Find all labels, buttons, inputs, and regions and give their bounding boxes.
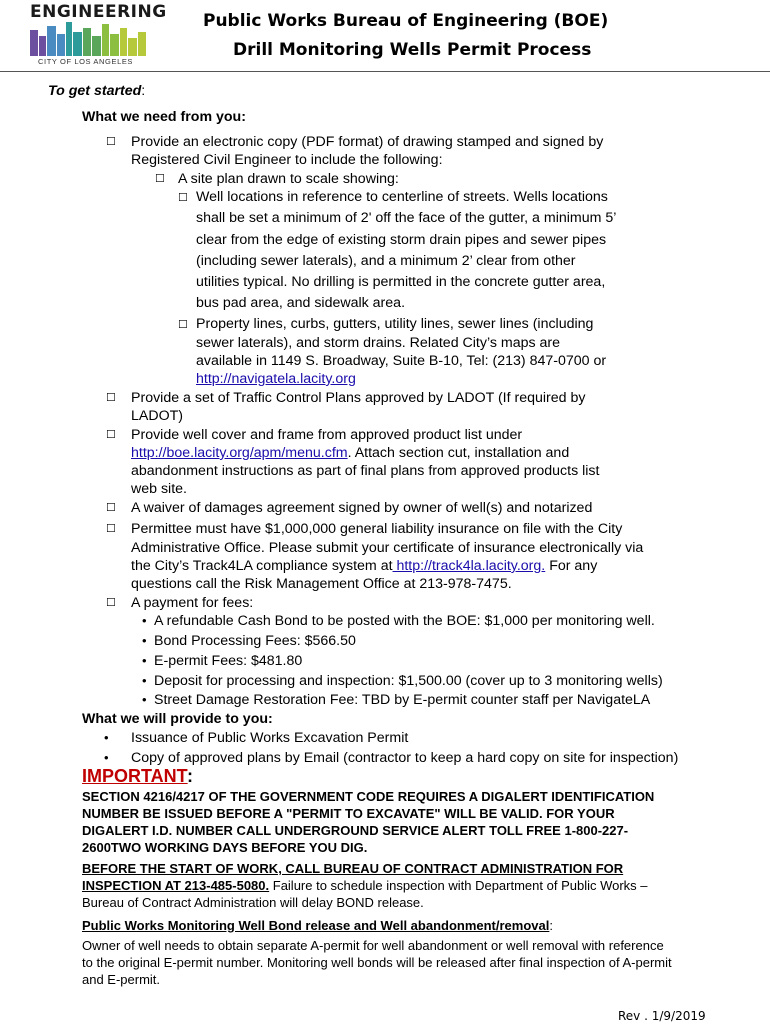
bullet-icon: • [142,653,147,668]
government-code-line: DIGALERT I.D. NUMBER CALL UNDERGROUND SERVICE ALERT TOLL FREE 1-800-227- [82,823,629,838]
bond-text-line: to the original E-permit number. Monitoring well bonds will be released after final inspection of A-permit [82,955,672,970]
contract-admin-line3: Bureau of Contract Administration will delay BOND release. [82,895,424,910]
track4la-link[interactable]: http://track4la.lacity.org. [392,558,546,574]
to-get-started: To get started: [48,83,146,99]
wells-text-line: shall be set a minimum of 2' off the face of the gutter, a minimum 5’ [196,210,617,226]
what-we-provide-heading: What we will provide to you: [82,711,273,727]
bullet-icon: • [142,673,147,688]
checkbox-icon: ☐ [106,523,116,535]
checkbox-icon: ☐ [178,319,188,331]
navigatela-link[interactable]: http://navigatela.lacity.org [196,371,356,387]
important-colon: : [187,766,193,786]
bond-text-line: Owner of well needs to obtain separate A-permit for well abandonment or well removal with reference [82,938,664,953]
page-title: Public Works Bureau of Engineering (BOE) [203,11,609,31]
checkbox-icon: ☐ [106,392,116,404]
wells-text-line: clear from the edge of existing storm drain pipes and sewer pipes [196,232,607,248]
checkbox-icon: ☐ [106,429,116,441]
wells-text-line: utilities typical. No drilling is permitted in the concrete gutter area, [196,274,606,290]
item-wellcover-line1: Provide well cover and frame from approved product list under [131,427,523,443]
checkbox-icon: ☐ [155,173,165,185]
what-we-need-heading: What we need from you: [82,109,246,125]
checkbox-icon: ☐ [106,597,116,609]
item-wellcover-line3: abandonment instructions as part of final plans from approved products list [131,463,600,479]
government-code-line: 2600TWO WORKING DAYS BEFORE YOU DIG. [82,840,368,855]
item-fees-heading: A payment for fees: [131,595,254,611]
checkbox-icon: ☐ [106,136,116,148]
wells-text-line: Well locations in reference to centerline of streets. Wells locations [196,189,608,205]
bond-release-heading: Public Works Monitoring Well Bond release and Well abandonment/removal: [82,918,553,933]
provide-item: Copy of approved plans by Email (contractor to keep a hard copy on site for inspection) [131,750,679,766]
item-insurance-line2: Administrative Office. Please submit your certificate of insurance electronically via [131,540,644,556]
fee-item: A refundable Cash Bond to be posted with the BOE: $1,000 per monitoring well. [154,613,655,629]
wells-text-line: (including sewer laterals), and a minimum 2’ clear from other [196,253,576,269]
revision-date: Rev . 1/9/2019 [618,1009,706,1023]
item-pdf-line2: Registered Civil Engineer to include the following: [131,152,443,168]
logo-city-text: CITY OF LOS ANGELES [38,57,134,66]
logo-wordmark: ENGINEERING [30,2,167,22]
important-label: IMPORTANT [82,766,188,786]
apm-menu-link[interactable]: http://boe.lacity.org/apm/menu.cfm [131,445,348,461]
fee-item: Street Damage Restoration Fee: TBD by E-permit counter staff per NavigateLA [154,692,651,708]
government-code-line: NUMBER BE ISSUED BEFORE A "PERMIT TO EXCAVATE" WILL BE VALID. FOR YOUR [82,806,615,821]
fee-item: E-permit Fees: $481.80 [154,653,303,669]
bullet-icon: • [142,633,147,648]
item-insurance-line1: Permittee must have $1,000,000 general liability insurance on file with the City [131,521,623,537]
item-traffic-line2: LADOT) [131,408,184,424]
property-text-line: sewer laterals), and storm drains. Related City’s maps are [196,335,561,351]
bond-text-line: and E-permit. [82,972,161,987]
item-wellcover-line4: web site. [131,481,187,497]
item-pdf-line1: Provide an electronic copy (PDF format) of drawing stamped and signed by [131,134,604,150]
provide-item: Issuance of Public Works Excavation Permit [131,730,409,746]
government-code-line: SECTION 4216/4217 OF THE GOVERNMENT CODE REQUIRES A DIGALERT IDENTIFICATION [82,789,655,804]
bullet-icon: • [104,730,109,745]
checkbox-icon: ☐ [106,502,116,514]
bullet-icon: • [104,750,109,765]
item-insurance-line3: the City’s Track4LA compliance system at http://track4la.lacity.org. For any [131,558,598,574]
item-traffic-line1: Provide a set of Traffic Control Plans approved by LADOT (If required by [131,390,586,406]
contract-admin-line1: BEFORE THE START OF WORK, CALL BUREAU OF CONTRACT ADMINISTRATION FOR [82,861,624,876]
item-waiver: A waiver of damages agreement signed by owner of well(s) and notarized [131,500,593,516]
page-subtitle: Drill Monitoring Wells Permit Process [233,40,592,60]
fee-item: Bond Processing Fees: $566.50 [154,633,356,649]
contract-admin-line2: INSPECTION AT 213-485-5080. Failure to schedule inspection with Department of Public Works – [82,878,648,893]
checkbox-icon: ☐ [178,192,188,204]
header-divider [0,71,770,72]
item-insurance-line4: questions call the Risk Management Office at 213-978-7475. [131,576,512,592]
property-text-line: Property lines, curbs, gutters, utility lines, sewer lines (including [196,316,594,332]
bullet-icon: • [142,613,147,628]
fee-item: Deposit for processing and inspection: $1,500.00 (cover up to 3 monitoring wells) [154,673,663,689]
bullet-icon: • [142,692,147,707]
property-text-line: available in 1149 S. Broadway, Suite B-10, Tel: (213) 847-0700 or [196,353,607,369]
item-wellcover-line2: http://boe.lacity.org/apm/menu.cfm. Attach section cut, installation and [131,445,570,461]
city-skyline-logo [30,22,146,56]
site-plan-item: A site plan drawn to scale showing: [178,171,399,187]
wells-text-line: bus pad area, and sidewalk area. [196,295,406,311]
